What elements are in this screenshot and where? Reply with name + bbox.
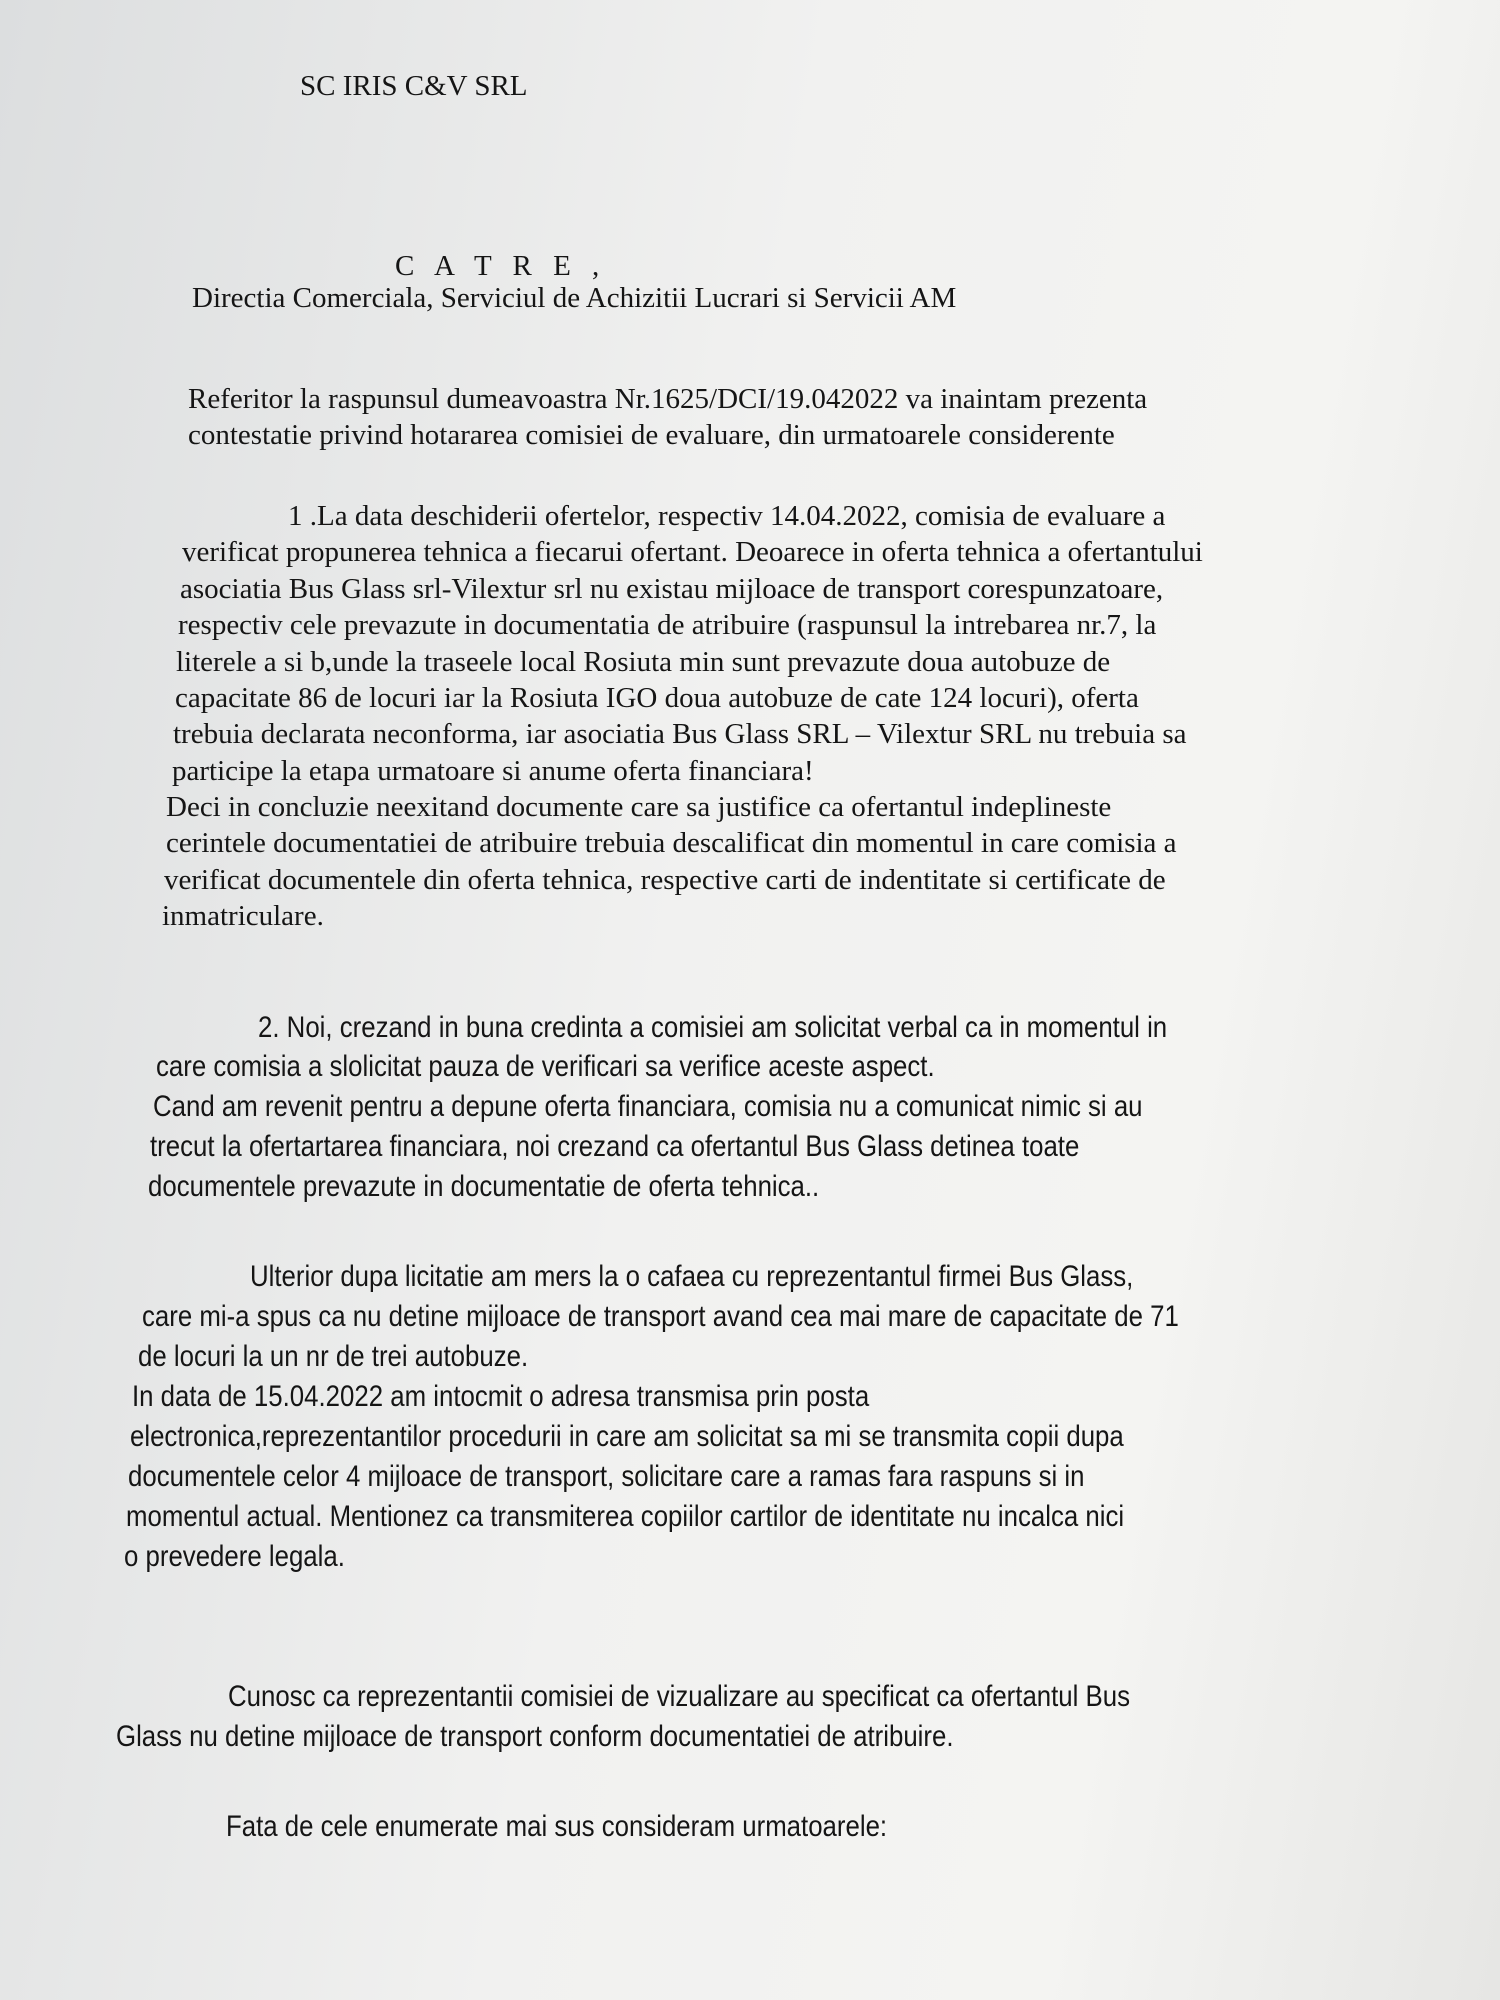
point1-line: participe la etapa urmatoare si anume oferta financiara! [172, 755, 814, 787]
salutation: C A T R E , [395, 250, 607, 282]
point1-line: 1 .La data deschiderii ofertelor, respectiv 14.04.2022, comisia de evaluare a [288, 500, 1166, 532]
point1-line: asociatia Bus Glass srl-Vilextur srl nu existau mijloace de transport corespunzatoare, [180, 573, 1164, 605]
point2-line: Cand am revenit pentru a depune oferta financiara, comisia nu a comunicat nimic si au [153, 1090, 1143, 1123]
point1-line: cerintele documentatiei de atribuire trebuia descalificat din momentul in care comisia a [166, 827, 1177, 859]
point1-line: capacitate 86 de locuri iar la Rosiuta IGO doua autobuze de cate 124 locuri), oferta [175, 682, 1139, 714]
paragraph3-line: o prevedere legala. [124, 1540, 345, 1573]
point2-line: documentele prevazute in documentatie de oferta tehnica.. [148, 1170, 820, 1203]
paragraph3-line: momentul actual. Mentionez ca transmiterea copiilor cartilor de identitate nu incalca nici [126, 1500, 1125, 1533]
paragraph3-line: documentele celor 4 mijloace de transport, solicitare care a ramas fara raspuns si in [128, 1460, 1085, 1493]
company-name: SC IRIS C&V SRL [300, 70, 528, 102]
paragraph4-line: Cunosc ca reprezentantii comisiei de vizualizare au specificat ca ofertantul Bus [228, 1680, 1131, 1713]
point1-line: literele a si b,unde la traseele local Rosiuta min sunt prevazute doua autobuze de [176, 646, 1111, 678]
point1-line: Deci in concluzie neexitand documente care sa justifice ca ofertantul indeplineste [166, 791, 1112, 823]
paragraph3-line: electronica,reprezentantilor procedurii in care am solicitat sa mi se transmita copii dupa [130, 1420, 1124, 1453]
point1-line: inmatriculare. [162, 900, 324, 932]
paragraph3-line: de locuri la un nr de trei autobuze. [138, 1340, 529, 1373]
paragraph3-line: In data de 15.04.2022 am intocmit o adresa transmisa prin posta [132, 1380, 870, 1413]
department: Directia Comerciala, Serviciul de Achizitii Lucrari si Servicii AM [192, 282, 957, 314]
paragraph3-line: care mi-a spus ca nu detine mijloace de transport avand cea mai mare de capacitate de 71 [142, 1300, 1179, 1333]
closing-line: Fata de cele enumerate mai sus consideram urmatoarele: [226, 1810, 888, 1843]
intro-line: Referitor la raspunsul dumeavoastra Nr.1625/DCI/19.042022 va inaintam prezenta [188, 383, 1148, 415]
point1-line: verificat propunerea tehnica a fiecarui ofertant. Deoarece in oferta tehnica a ofertantului [182, 536, 1203, 568]
point2-line: trecut la ofertartarea financiara, noi crezand ca ofertantul Bus Glass detinea toate [150, 1130, 1080, 1163]
paragraph3-line: Ulterior dupa licitatie am mers la o cafaea cu reprezentantul firmei Bus Glass, [250, 1260, 1134, 1293]
paragraph4-line: Glass nu detine mijloace de transport conform documentatiei de atribuire. [116, 1720, 954, 1753]
point1-line: trebuia declarata neconforma, iar asociatia Bus Glass SRL – Vilextur SRL nu trebuia sa [173, 718, 1187, 750]
intro-line: contestatie privind hotararea comisiei de evaluare, din urmatoarele considerente [188, 419, 1115, 451]
point2-line: 2. Noi, crezand in buna credinta a comisiei am solicitat verbal ca in momentul in [258, 1011, 1168, 1044]
point1-line: respectiv cele prevazute in documentatia de atribuire (raspunsul la intrebarea nr.7, la [178, 609, 1157, 641]
point1-line: verificat documentele din oferta tehnica, respective carti de indentitate si certificate de [164, 864, 1166, 896]
point2-line: care comisia a slolicitat pauza de verificari sa verifice aceste aspect. [156, 1050, 935, 1083]
